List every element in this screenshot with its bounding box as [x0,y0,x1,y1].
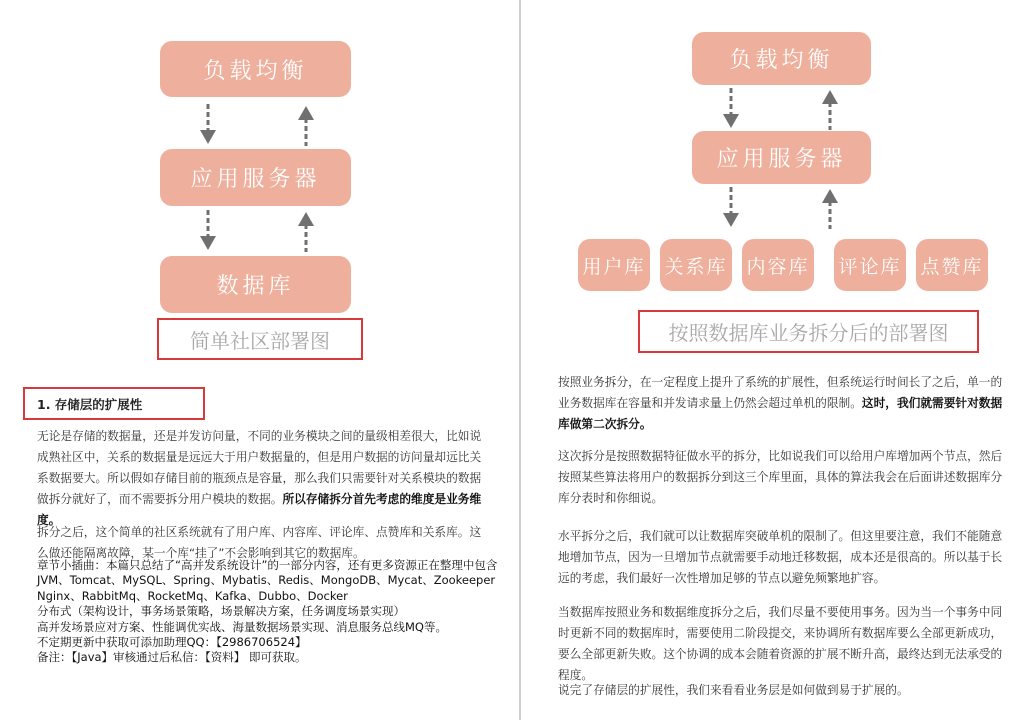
arrow-down-icon [720,88,742,130]
note-line: 分布式（架构设计，事务场景策略，场景解决方案，任务调度场景实现） [37,604,405,619]
note-line: 备注：【Java】审核通过后私信：【资料】 即可获取。 [37,650,307,665]
paragraph-5: 说完了存储层的扩展性，我们来看看业务层是如何做到易于扩展的。 [558,683,909,697]
note-line: 高并发场景应对方案、性能调优实战、海量数据场景实现、消息服务总线MQ等。 [37,619,447,634]
diagram-caption: 按照数据库业务拆分后的部署图 [638,310,979,353]
section-title: 1. 存储层的扩展性 [23,387,205,420]
resource-notes [37,558,507,666]
right-page [521,0,1031,720]
arrow-up-icon [819,187,841,229]
paragraph-4: 当数据库按照业务和数据维度拆分之后，我们尽量不要使用事务。因为当一个事务中同时更新不同的数据库时，需要使用二阶段提交，来协调所有数据库要么全部更新成功，要么全部更新失败。这个协调的成本会随着资源的扩展不断升高，最终达到无法承受的程度。 [558,605,1003,682]
diagram-caption: 简单社区部署图 [157,318,363,360]
arrow-down-icon [197,210,219,252]
note-line: 不定期更新中获取可添加助理QQ：【2986706524】 [37,635,307,650]
load-balancer-box: 负载均衡 [160,41,351,97]
arrow-down-icon [197,104,219,146]
relation-db-box: 关系库 [660,239,732,291]
database-box: 数据库 [160,256,351,313]
arrow-down-icon [720,187,742,229]
paragraph-1: 无论是存储的数据量，还是并发访问量，不同的业务模块之间的量级相差很大，比如说成熟社区中，关系的数据量是远远大于用户数据量的，但是用户数据的访问量却远比关系数据要大。所以假如存储目前的瓶颈点是容量，那么我们只需要针对关系模块的数据做拆分就好了，而不需要拆分用户模块的数据。所以存储拆分首先考虑的维度是业务维度。 [37,429,482,527]
user-db-box: 用户库 [578,239,650,291]
note-line: JVM、Tomcat、MySQL、Spring、Mybatis、Redis、MongoDB、Mycat、Zookeeper [37,573,496,588]
comment-db-box: 评论库 [834,239,906,291]
paragraph-2: 这次拆分是按照数据特征做水平的拆分，比如说我们可以给用户库增加两个节点，然后按照某些算法将用户的数据拆分到这三个库里面，具体的算法我会在后面讲述数据库分库分表时和你细说。 [558,449,1003,505]
arrow-up-icon [295,104,317,146]
arrow-up-icon [819,88,841,130]
paragraph-1: 按照业务拆分，在一定程度上提升了系统的扩展性，但系统运行时间长了之后，单一的业务数据库在容量和并发请求量上仍然会超过单机的限制。这时，我们就需要针对数据库做第二次拆分。 [558,375,1003,431]
like-db-box: 点赞库 [916,239,988,291]
load-balancer-box: 负载均衡 [692,32,871,85]
arrow-up-icon [295,210,317,252]
app-server-box: 应用服务器 [692,131,871,184]
paragraph-2: 拆分之后，这个简单的社区系统就有了用户库、内容库、评论库、点赞库和关系库。这么做还能隔离故障，某一个库“挂了”不会影响到其它的数据库。 [37,525,482,560]
app-server-box: 应用服务器 [160,149,351,206]
content-db-box: 内容库 [742,239,814,291]
paragraph-3: 水平拆分之后，我们就可以让数据库突破单机的限制了。但这里要注意，我们不能随意地增加节点，因为一旦增加节点就需要手动地迁移数据，成本还是很高的。所以基于长远的考虑，我们最好一次性增加足够的节点以避免频繁地扩容。 [558,529,1003,585]
note-line: Nginx、RabbitMq、RocketMq、Kafka、Dubbo、Docker [37,588,348,603]
note-line: 章节小插曲：本篇只总结了“高并发系统设计”的一部分内容，还有更多资源正在整理中包含 [37,558,498,572]
